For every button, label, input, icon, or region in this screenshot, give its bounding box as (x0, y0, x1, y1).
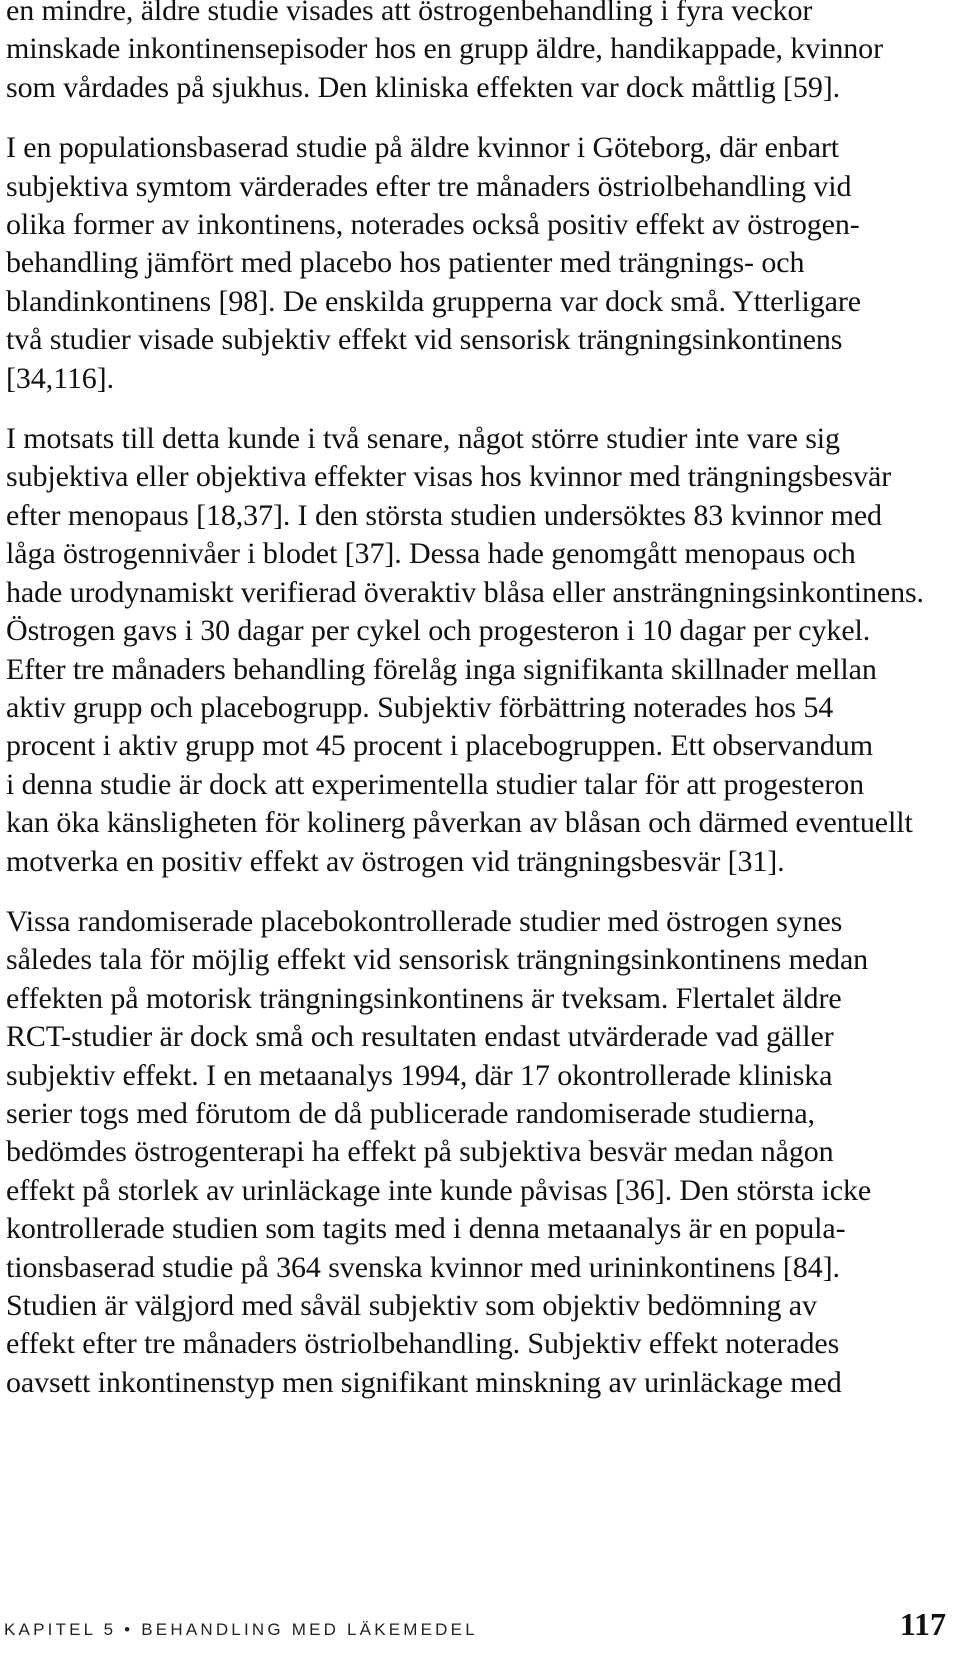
text-line: efter menopaus [18,37]. I den största studien undersöktes 83 kvinnor med (6, 498, 882, 532)
text-line: bedömdes östrogenterapi ha effekt på subjektiva besvär medan någon (6, 1135, 834, 1169)
text-line: i denna studie är dock att experimentella studier talar för att progesteron (6, 767, 865, 801)
text-line: två studier visade subjektiv effekt vid sensorisk trängningsinkontinens (6, 323, 843, 357)
paragraph-1 (6, 0, 946, 107)
text-line: RCT-studier är dock små och resultaten endast utvärderade vad gäller (6, 1020, 834, 1054)
text-line: låga östrogennivåer i blodet [37]. Dessa hade genomgått menopaus och (6, 537, 856, 571)
body-text (6, 0, 946, 1424)
text-line: subjektiv effekt. I en metaanalys 1994, där 17 okontrollerade kliniska (6, 1058, 833, 1092)
text-line: Östrogen gavs i 30 dagar per cykel och progesteron i 10 dagar per cykel. (6, 614, 871, 648)
text-line: minskade inkontinensepisoder hos en grupp äldre, handikappade, kvinnor (6, 32, 883, 66)
text-line: Efter tre månaders behandling förelåg inga signifikanta skillnader mellan (6, 652, 877, 686)
text-line: I motsats till detta kunde i två senare, något större studier inte vare sig (6, 422, 840, 456)
text-line: olika former av inkontinens, noterades också positiv effekt av östrogen- (6, 208, 860, 242)
text-line: som vårdades på sjukhus. Den kliniska effekten var dock måttlig [59]. (6, 70, 841, 104)
text-line: blandinkontinens [98]. De enskilda grupperna var dock små. Ytterligare (6, 284, 861, 318)
text-line: subjektiva symtom värderades efter tre månaders östriolbehandling vid (6, 169, 852, 203)
text-line: effekt efter tre månaders östriolbehandling. Subjektiv effekt noterades (6, 1327, 840, 1361)
text-line: kan öka känsligheten för kolinerg påverkan av blåsan och därmed eventuellt (6, 806, 913, 840)
paragraph-4 (6, 903, 946, 1402)
text-line: serier togs med förutom de då publicerade randomiserade studierna, (6, 1096, 815, 1130)
running-head: KAPITEL 5 • BEHANDLING MED LÄKEMEDEL (4, 1620, 478, 1639)
text-line: motverka en positiv effekt av östrogen vid trängningsbesvär [31]. (6, 844, 785, 878)
text-line: en mindre, äldre studie visades att östrogenbehandling i fyra veckor (6, 0, 813, 27)
text-line: oavsett inkontinenstyp men signifikant minskning av urinläckage med (6, 1365, 842, 1399)
page-number: 117 (899, 1606, 946, 1642)
text-line: tionsbaserad studie på 364 svenska kvinnor med urininkontinens [84]. (6, 1250, 840, 1284)
text-line: hade urodynamiskt verifierad överaktiv blåsa eller ansträngningsinkontinens. (6, 575, 924, 609)
text-line: [34,116]. (6, 361, 114, 395)
text-line: I en populationsbaserad studie på äldre kvinnor i Göteborg, där enbart (6, 131, 840, 165)
text-line: Studien är välgjord med såväl subjektiv som objektiv bedömning av (6, 1289, 817, 1322)
paragraph-2 (6, 129, 946, 398)
text-line: procent i aktiv grupp mot 45 procent i placebogruppen. Ett observandum (6, 729, 873, 763)
text-line: behandling jämfört med placebo hos patienter med trängnings- och (6, 246, 805, 280)
text-line: således tala för möjlig effekt vid sensorisk trängningsinkontinens medan (6, 943, 869, 977)
text-line: aktiv grupp och placebogrupp. Subjektiv förbättring noterades hos 54 (6, 690, 834, 724)
text-line: subjektiva eller objektiva effekter visas hos kvinnor med trängningsbesvär (6, 460, 892, 494)
text-line: kontrollerade studien som tagits med i denna metaanalys är en popula- (6, 1212, 846, 1246)
page-footer (4, 1606, 946, 1646)
paragraph-3 (6, 420, 946, 881)
text-line: effekten på motorisk trängningsinkontinens är tveksam. Flertalet äldre (6, 981, 842, 1015)
text-line: Vissa randomiserade placebokontrollerade studier med östrogen synes (6, 904, 843, 938)
text-line: effekt på storlek av urinläckage inte kunde påvisas [36]. Den största icke (6, 1173, 872, 1207)
